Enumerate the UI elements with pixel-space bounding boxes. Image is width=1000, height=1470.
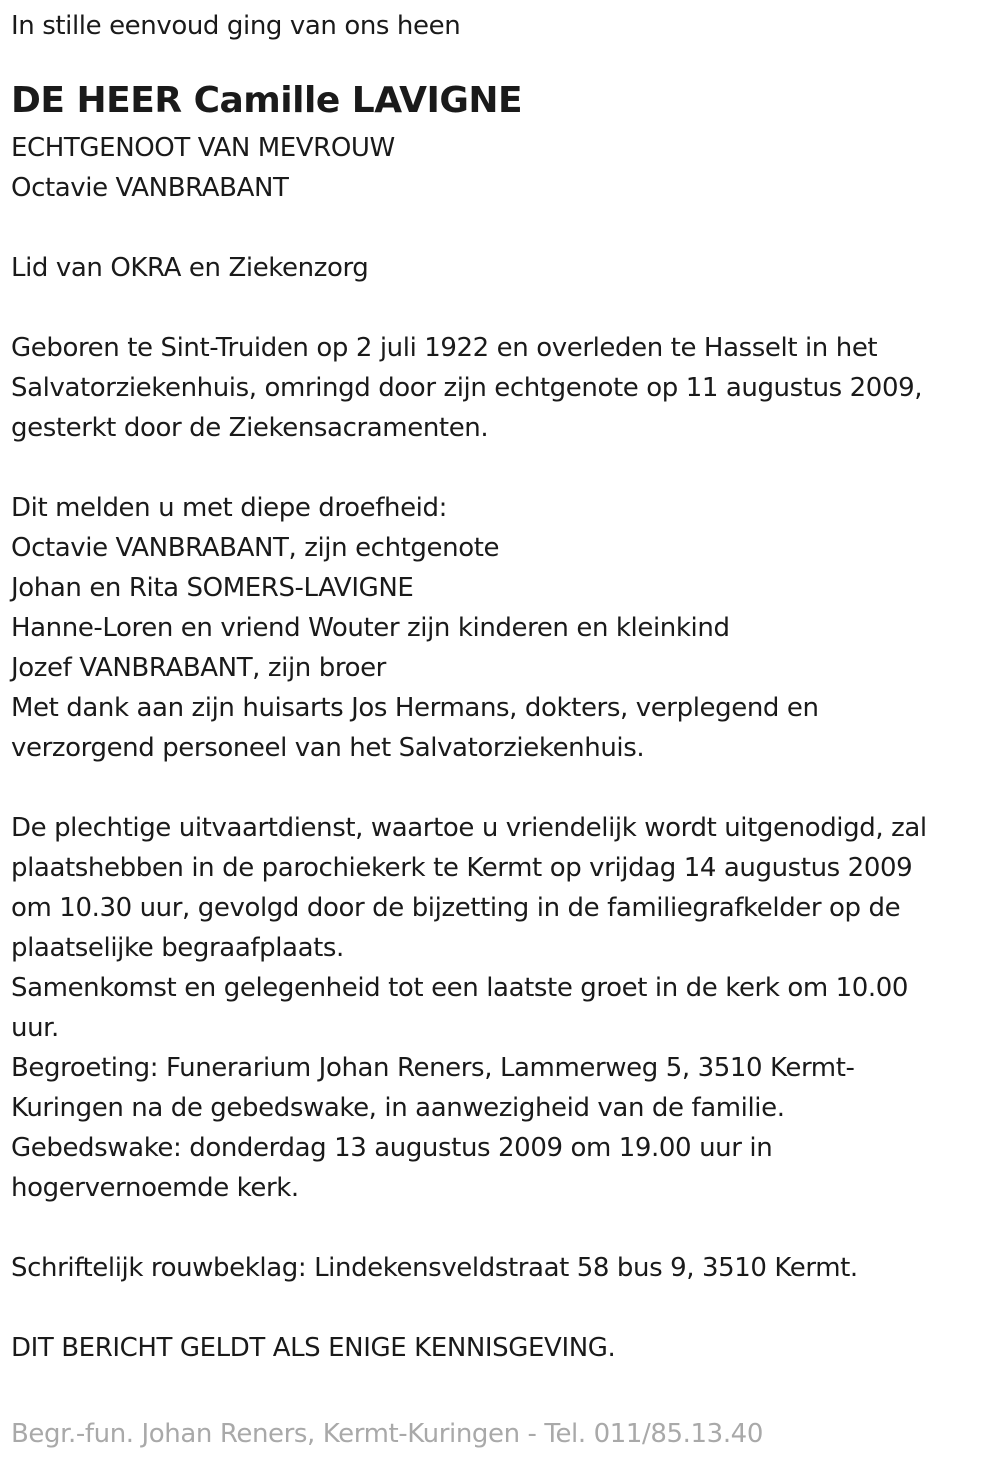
list-item: verzorgend personeel van het Salvatorziekenhuis.	[11, 733, 645, 763]
spacer	[11, 208, 1000, 248]
list-item: Dit melden u met diepe droefheid:	[11, 493, 447, 523]
spacer	[11, 288, 1000, 328]
spacer	[11, 448, 1000, 488]
paragraph-line: gesterkt door de Ziekensacramenten.	[11, 413, 489, 443]
deceased-name: DE HEER Camille LAVIGNE	[11, 80, 523, 121]
list-item: Met dank aan zijn huisarts Jos Hermans, dokters, verplegend en	[11, 693, 819, 723]
list-item: Hanne-Loren en vriend Wouter zijn kinderen en kleinkind	[11, 613, 730, 643]
paragraph-line: De plechtige uitvaartdienst, waartoe u vriendelijk wordt uitgenodigd, zal	[11, 813, 927, 843]
spacer	[11, 1288, 1000, 1328]
condolences-address: Schriftelijk rouwbeklag: Lindekensveldstraat 58 bus 9, 3510 Kermt.	[11, 1253, 858, 1283]
paragraph-line: Geboren te Sint-Truiden op 2 juli 1922 en overleden te Hasselt in het	[11, 333, 878, 363]
list-item: Octavie VANBRABANT, zijn echtgenote	[11, 533, 500, 563]
intro-text: In stille eenvoud ging van ons heen	[11, 11, 461, 41]
paragraph-line: Kuringen na de gebedswake, in aanwezigheid van de familie.	[11, 1093, 785, 1123]
spacer	[11, 768, 1000, 808]
paragraph-line: plaatshebben in de parochiekerk te Kermt op vrijdag 14 augustus 2009	[11, 853, 913, 883]
paragraph-line: Samenkomst en gelegenheid tot een laatste groet in de kerk om 10.00	[11, 973, 909, 1003]
paragraph-line: plaatselijke begraafplaats.	[11, 933, 344, 963]
paragraph-line: Gebedswake: donderdag 13 augustus 2009 om 19.00 uur in	[11, 1133, 773, 1163]
notice-text: DIT BERICHT GELDT ALS ENIGE KENNISGEVING.	[11, 1333, 616, 1363]
paragraph-line: om 10.30 uur, gevolgd door de bijzetting in de familiegrafkelder op de	[11, 893, 901, 923]
spouse-line: ECHTGENOOT VAN MEVROUW	[11, 133, 395, 163]
paragraph-line: Begroeting: Funerarium Johan Reners, Lammerweg 5, 3510 Kermt-	[11, 1053, 855, 1083]
paragraph-line: hogervernoemde kerk.	[11, 1173, 299, 1203]
spouse-name: Octavie VANBRABANT	[11, 173, 289, 203]
list-item: Johan en Rita SOMERS-LAVIGNE	[11, 573, 414, 603]
paragraph-line: Salvatorziekenhuis, omringd door zijn echtgenote op 11 augustus 2009,	[11, 373, 923, 403]
announcers-list	[11, 488, 1000, 768]
funeral-home-footer: Begr.-fun. Johan Reners, Kermt-Kuringen - Tel. 011/85.13.40	[11, 1419, 763, 1449]
membership-text: Lid van OKRA en Ziekenzorg	[11, 253, 369, 283]
service-paragraph	[11, 808, 1000, 1208]
paragraph-line: uur.	[11, 1013, 59, 1043]
spacer	[11, 1208, 1000, 1248]
birth-death-paragraph	[11, 328, 1000, 448]
list-item: Jozef VANBRABANT, zijn broer	[11, 653, 386, 683]
